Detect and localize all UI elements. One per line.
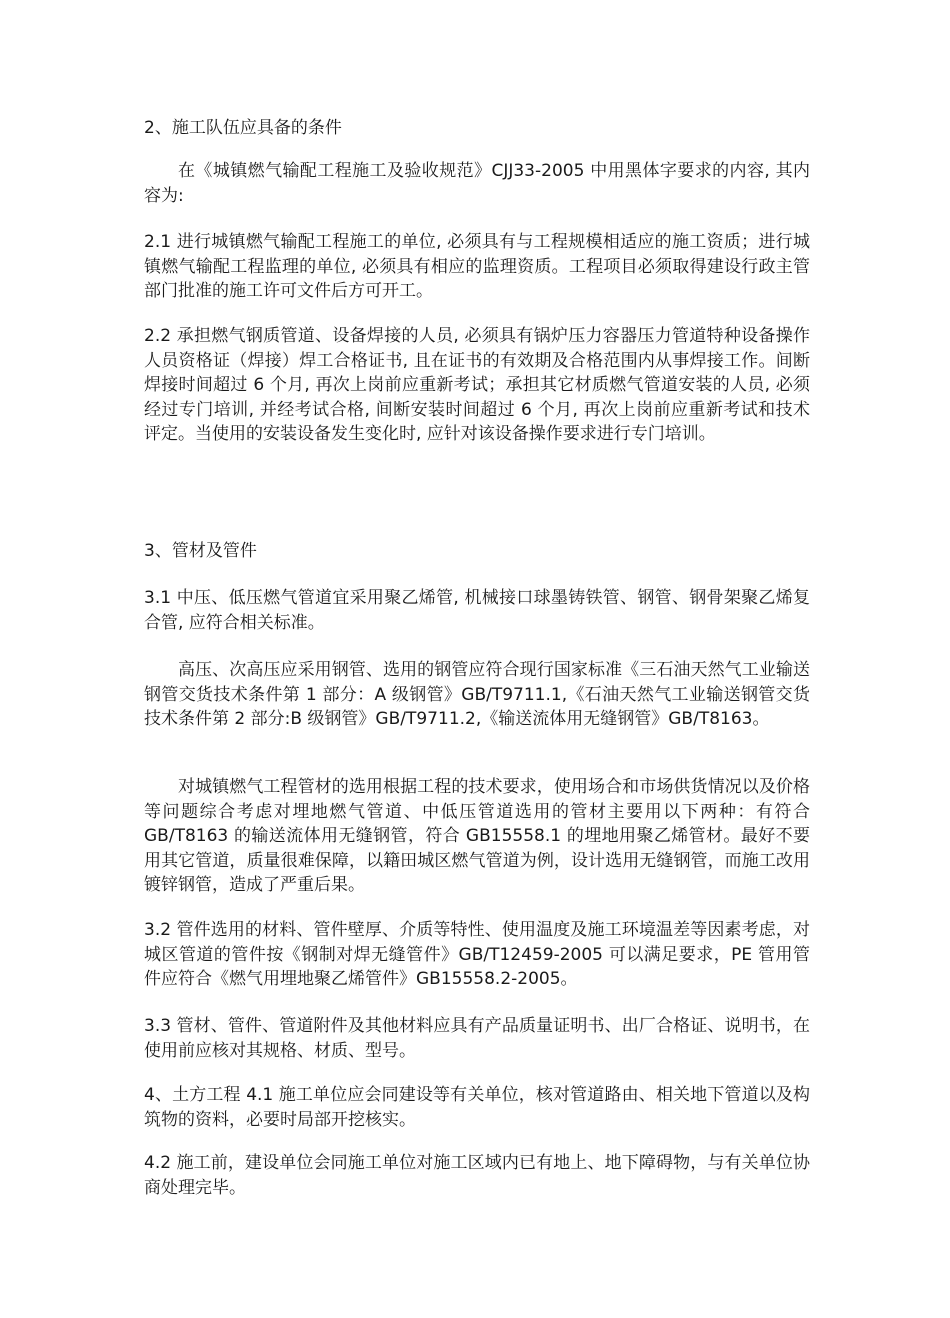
clause-3-1: 3.1 中压、低压燃气管道宜采用聚乙烯管, 机械接口球墨铸铁管、钢管、钢骨架聚乙烯复合管, 应符合相关标准。 — [144, 588, 810, 633]
section-2-intro: 在《城镇燃气输配工程施工及验收规范》CJJ33-2005 中用黑体字要求的内容, 其内容为: — [144, 161, 810, 206]
clause-4-2: 4.2 施工前，建设单位会同施工单位对施工区域内已有地上、地下障碍物，与有关单位协商处理完毕。 — [144, 1153, 810, 1198]
clause-3-2: 3.2 管件选用的材料、管件壁厚、介质等特性、使用温度及施工环境温差等因素考虑，对城区管道的管件按《钢制对焊无缝管件》GB/T12459-2005 可以满足要求，PE 管用管件应符合《燃气用埋地聚乙烯管件》GB15558.2-2005。 — [144, 920, 810, 989]
clause-3-1-steel-pipe: 高压、次高压应采用钢管、选用的钢管应符合现行国家标准《三石油天然气工业输送钢管交货技术条件第 1 部分：A 级钢管》GB/T9711.1,《石油天然气工业输送钢管交货技术条件第 2 部分:B 级钢管》GB/T9711.2,《输送流体用无缝钢管》GB/T8163。 — [144, 660, 810, 729]
clause-4-1: 4、土方工程 4.1 施工单位应会同建设等有关单位，核对管道路由、相关地下管道以及构筑物的资料，必要时局部开挖核实。 — [144, 1085, 810, 1130]
clause-3-3: 3.3 管材、管件、管道附件及其他材料应具有产品质量证明书、出厂合格证、说明书，在使用前应核对其规格、材质、型号。 — [144, 1016, 810, 1061]
section-3-heading: 3、管材及管件 — [144, 541, 257, 561]
clause-2-1: 2.1 进行城镇燃气输配工程施工的单位, 必须具有与工程规模相适应的施工资质；进行城镇燃气输配工程监理的单位, 必须具有相应的监理资质。工程项目必须取得建设行政主管部门批准的施工许可文件后方可开工。 — [144, 232, 810, 301]
clause-2-2: 2.2 承担燃气钢质管道、设备焊接的人员, 必须具有锅炉压力容器压力管道特种设备操作人员资格证（焊接）焊工合格证书, 且在证书的有效期及合格范围内从事焊接工作。间断焊接时间超过 6 个月, 再次上岗前应重新考试；承担其它材质燃气管道安装的人员, 必须经过专门培训, 并经考试合格, 间断安装时间超过 6 个月, 再次上岗前应重新考试和技术评定。当使用的安装设备发生变化时, 应针对该设备操作要求进行专门培训。 — [144, 326, 810, 444]
section-2-heading: 2、施工队伍应具备的条件 — [144, 118, 342, 138]
clause-3-1-material-selection: 对城镇燃气工程管材的选用根据工程的技术要求，使用场合和市场供货情况以及价格等问题综合考虑对埋地燃气管道、中低压管道选用的管材主要用以下两种：有符合 GB/T8163 的输送流体用无缝钢管，符合 GB15558.1 的埋地用聚乙烯管材。最好不要用其它管道，质量很难保障，以籍田城区燃气管道为例，设计选用无缝钢管，而施工改用镀锌钢管，造成了严重后果。 — [144, 777, 810, 895]
